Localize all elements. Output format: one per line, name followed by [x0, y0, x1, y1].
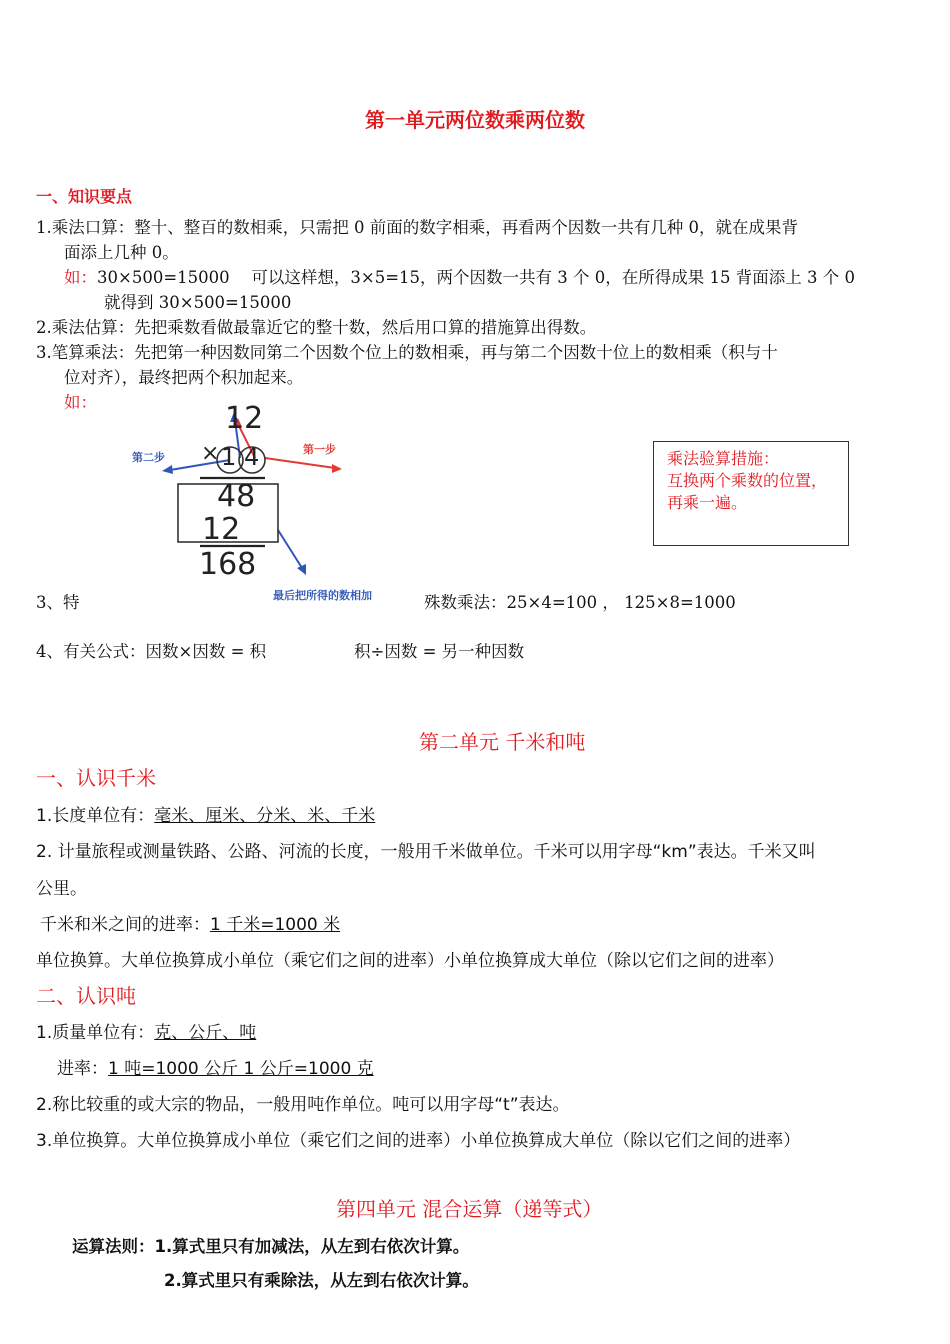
- arrow-red-right: [265, 458, 335, 468]
- unit4-rule2: 2.算式里只有乘除法，从左到右依次计算。: [164, 1271, 479, 1290]
- unit1-example1: [64, 267, 855, 289]
- unit2-section-km: 一、认识千米: [36, 766, 156, 790]
- diagram-arrows: [120, 400, 420, 610]
- diagram-times-sign: ×: [201, 441, 220, 466]
- unit2-line2: 2. 计量旅程或测量铁路、公路、河流的长度，一般用千米做单位。千米可以用字母“km”表达。千米又叫: [36, 842, 816, 862]
- mass-units-label: 1.质量单位有：: [36, 1023, 155, 1043]
- unit1-title: 第一单元两位数乘两位数: [365, 108, 585, 132]
- unit2-mass-line3: 2.称比较重的或大宗的物品，一般用吨作单位。吨可以用字母“t”表达。: [36, 1095, 570, 1115]
- diagram-partial-2: 12: [202, 512, 241, 547]
- km-rate-label: 千米和米之间的进率：: [40, 915, 210, 935]
- example-label: 如：: [64, 268, 97, 287]
- mass-rate: 1 吨=1000 公斤 1 公斤=1000 克: [108, 1059, 374, 1079]
- diagram-multiplicand: 12: [225, 401, 264, 436]
- unit2-line2b: 公里。: [36, 879, 87, 899]
- diagram-final-label: 最后把所得的数相加: [273, 589, 372, 602]
- unit1-section-key-points: 一、知识要点: [36, 187, 133, 206]
- unit2-title: 第二单元 千米和吨: [419, 730, 586, 754]
- unit1-p3-line2: 位对齐），最终把两个积加起来。: [64, 368, 304, 387]
- arrow-blue-down: [278, 530, 302, 568]
- diagram-multiplier-ones: 4: [244, 443, 260, 471]
- unit1-p1-line2: 面添上几种 0。: [64, 243, 179, 262]
- rule-1: 1.算式里只有加减法，从左到右依次计算。: [154, 1237, 470, 1256]
- mass-rate-label: 进率：: [57, 1059, 108, 1079]
- unit2-mass-line2: [57, 1054, 374, 1079]
- unit2-line3: [40, 910, 340, 935]
- example1-text: 30×500=15000 可以这样想，3×5=15，两个因数一共有 3 个 0，在所得成果 15 背面添上 3 个 0: [97, 268, 855, 287]
- diagram-step1-label: 第一步: [303, 443, 336, 456]
- unit2-line1: [36, 801, 375, 826]
- arrow-blue-left-head: [162, 465, 173, 474]
- unit1-p3-line1: 3.笔算乘法：先把第一种因数同第二个因数个位上的数相乘，再与第二个因数十位上的数相乘（积与十: [36, 343, 778, 362]
- verification-note-box: [653, 441, 849, 546]
- unit1-p4-right: 殊数乘法：25×4=100 ， 125×8=1000: [424, 593, 736, 612]
- unit1-p4-left: 3、特: [36, 593, 80, 612]
- unit4-title: 第四单元 混合运算（递等式）: [336, 1197, 603, 1221]
- diagram-step2-label: 第二步: [132, 451, 165, 464]
- length-units: 毫米、厘米、分米、米、千米: [154, 806, 376, 826]
- unit1-p2: 2.乘法估算：先把乘数看做最靠近它的整十数，然后用口算的措施算出得数。: [36, 318, 597, 337]
- rule-label: 运算法则：: [72, 1237, 155, 1256]
- km-rate: 1 千米=1000 米: [210, 915, 341, 935]
- unit2-mass-line4: 3.单位换算。大单位换算成小单位（乘它们之间的进率）小单位换算成大单位（除以它们之间的进率）: [36, 1131, 801, 1151]
- unit1-example1-cont: 就得到 30×500=15000: [104, 293, 292, 312]
- unit2-line4: 单位换算。大单位换算成小单位（乘它们之间的进率）小单位换算成大单位（除以它们之间的进率）: [36, 951, 784, 971]
- unit1-formula-b: 积÷因数 = 另一种因数: [354, 642, 525, 661]
- unit4-rule1-line: [72, 1233, 469, 1257]
- unit1-p1-line1: 1.乘法口算：整十、整百的数相乘，只需把 0 前面的数字相乘，再看两个因数一共有几种 0，就在成果背: [36, 218, 798, 237]
- diagram-partial-1: 48: [217, 479, 256, 514]
- unit2-mass-line1: [36, 1018, 256, 1043]
- arrow-red-right-head: [332, 464, 342, 473]
- diagram-multiplier-tens: 1: [221, 443, 237, 471]
- mass-units: 克、公斤、吨: [154, 1023, 257, 1043]
- unit1-formula-a: 4、有关公式：因数×因数 = 积: [36, 642, 267, 661]
- length-units-label: 1.长度单位有：: [36, 806, 155, 826]
- note-line-1: 乘法验算措施：: [667, 449, 780, 468]
- unit1-example2-label: 如：: [64, 393, 97, 412]
- diagram-result: 168: [199, 547, 257, 582]
- note-line-3: 再乘一遍。: [667, 493, 748, 512]
- unit2-section-ton: 二、认识吨: [36, 984, 136, 1008]
- note-line-2: 互换两个乘数的位置，: [667, 471, 828, 490]
